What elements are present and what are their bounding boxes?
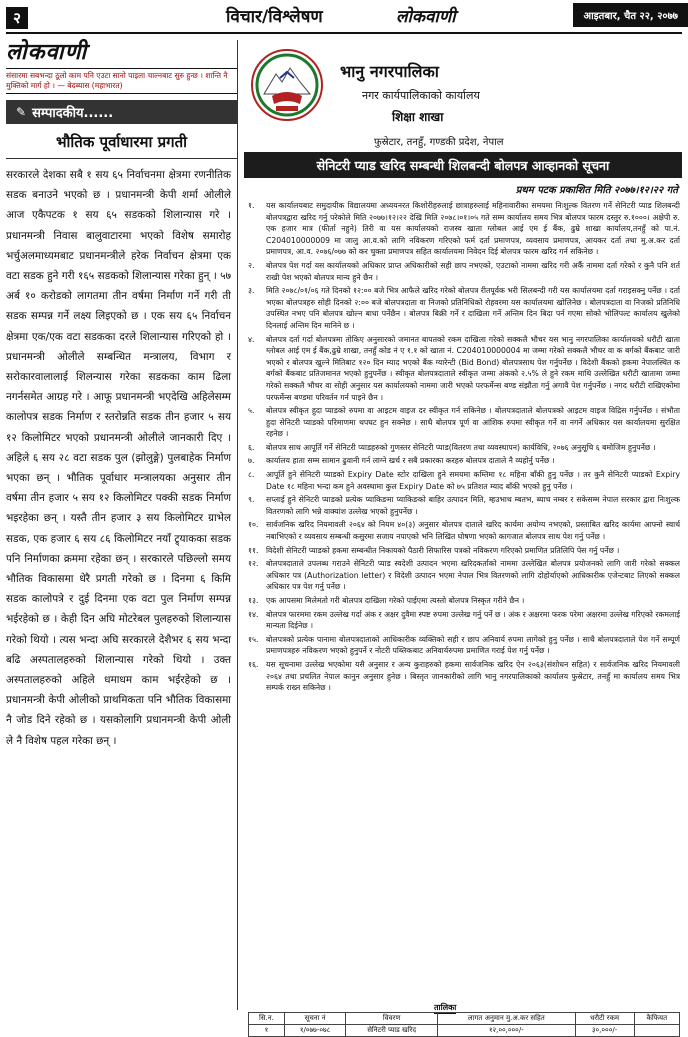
notice-item-number: १५. xyxy=(248,634,259,644)
notice-items xyxy=(248,200,680,696)
header-paper-name: लोकवाणी xyxy=(396,7,456,27)
notice-item-text: एक आपसमा मिलेमतो गरी बोलपत्र दाखिला गरेको पाईएमा त्यस्तो बोलपत्र निस्कृत गरीने छैन । xyxy=(266,596,525,605)
table-body xyxy=(249,1025,680,1037)
table-header-cell: सि.न. xyxy=(249,1013,285,1025)
notice-item xyxy=(248,405,680,440)
notice-item xyxy=(248,334,680,404)
page-number: २ xyxy=(6,7,28,29)
notice-item-number: १२. xyxy=(248,559,259,569)
pen-icon: ✎ xyxy=(16,105,27,119)
table-cell: १/०७७-०७८ xyxy=(284,1025,345,1037)
notice-item-number: २. xyxy=(248,260,255,270)
branch-name: शिक्षा शाखा xyxy=(392,110,444,124)
notice-item-text: यस सूचनामा उल्लेख भएकोमा यसै अनुसार र अन्य कुराहरुको हकमा सार्वजनिक खरिद ऐन २०६३(संशोधन सहित) र सार्वजनिक खरिद नियमावली २०६४ तथा प्रचलित नेपाल कानुन अनुसार हुनेछ । बिस्तृत जानकारीको लागि भानु नगरपालिकाको कार्यालय फुस्रेटार, तनहुँ मा कार्यालय समय भित्र सम्पर्क राख्न सकिनेछ । xyxy=(266,659,680,693)
notice-item-text: सप्लाई हुने सेनिटरी प्याडको प्रत्येक प्याकिङमा प्याकिङको बाहिर उत्पादन मिति, म्हउभाथ म्बतभ, ब्याच नम्बर र सकेसम्म नेपाल सरकार द्वारा निःशुल्क वितरणको लागि भन्ने वाक्यांश उल्लेख भएको हुनुपर्नेछ । xyxy=(266,495,680,516)
notice-item-number: ८. xyxy=(248,470,255,480)
table-cell xyxy=(634,1025,679,1037)
notice-item xyxy=(248,469,680,492)
notice-item xyxy=(248,285,680,331)
notice-item-text: बोलपत्र पेश गर्दा यस कार्यालयको अधिकार प्राप्त अधिकारीको सही छाप नभएको, एउटाको नाममा खरिद गरी अर्कै नाममा दर्ता गरेको र कुनै पनि शर्त राखी पेश भएको बोलपत्र मान्य हुने छैन । xyxy=(266,260,680,282)
table-header-cell: कैफियत xyxy=(634,1013,679,1025)
editorial-column xyxy=(6,40,238,1010)
nepal-emblem-icon xyxy=(250,48,324,122)
notice-item-number: ३. xyxy=(248,286,255,296)
editorial-band xyxy=(6,100,237,124)
notice-item-text: कार्यालय हाता सम्म सामान ढुवानी गर्न लाग्ने खर्च र सबै प्रकारका करहरु बोलपत्र दाताले नै व्यहोर्नु पर्नेछ । xyxy=(266,456,555,466)
table-header-cell: लागत अनुमान मु.अ.कर सहित xyxy=(438,1013,575,1025)
editorial-body: सरकारले देशका सबै १ सय ६५ निर्वाचनमा क्षेत्रमा रणनीतिक सडक बनाउने भएको छ । प्रधानमन्त्री केपी शर्मा ओलीले आज एकैपटक १ सय ६५ सडकको शिलान्यास गरे । प्रधानमन्त्री निवास बालुवाटारमा भएको विशेष समारोह भर्चुअलमाध्यमबाट प्रधानमन्त्रीले हरेक निर्वाचन क्षेत्रमा एक वटा सडक हुने गरी १६५ सडकको शिलान्यास गरेका हुन् । ५७ अर्ब १० करोडको लागतमा तीन वर्षमा निर्माण गर्ने गरी ती सडक सम्पन्न गर्ने लक्ष्य लिइएको छ । एक सय ६५ निर्वाचन क्षेत्रमा एक/एक वटा सडकका दरले शिलान्यास गरिएको हो । प्रधानमन्त्री ओलीले सम्बन्धित मन्त्रालय, विभाग र सरोकारवालालाई शिलन्यास गरेका सडकका काम ढिला नगर्नसमेत आग्रह गरे । आफू प्रधानमन्त्री भएदेखि अहिलेसम्म कालोपत्र सडक निर्माण र स्तरोन्नति सडक तीन हजार ५ सय १२ किलोमिटर भएको प्रधानमन्त्री ओलीले जानकारी दिए । अहिले ६ सय २८ वटा सडक पुल (झोलुङ्गे) पुलबाहेक निर्माण भएका छन् । भौतिक पूर्वाधार मन्त्रालयका अनुसार तीन वर्षमा तीन हजार ५ सय १२ किलोमिटर पक्की सडक निर्माण भइरहेका छन् । यस्तै तीन हजार ३ सय किलोमिटर ग्राभेल सडक, एक हजार ६ सय ८६ किलोमिटर नयाँ ट्र्याकका सडक पनि निर्माणका क्रममा रहेका छन् । सरकारले पछिल्लो समय भौतिक विकासमा धेरै प्रगती गरेको छ । दिनमा ६ किमि सडक कालोपत्रे र दुई दिनमा एक वटा पुल निर्माण सम्पन्न भईरहेको छ । केही दिन अघि मोटरेबल पुलहरुको शिलान्यास गरेको थियो । त्यस भन्दा अघि सरकारले देशैभर ६ सय भन्दा बढि अस्पतालहरुको शिलान्यास गरेको थियो । उक्त अस्पतालहरुको अहिले धमाधम काम भईरहेको छ । प्रधानमन्त्री केपी ओलीको प्राथमिकता पनि भौतिक विकासमा नै जोड दिने रहेको छ । यसकोलागि प्रधानमन्त्री केपी ओली ले नै विशेष पहल गरेका छन् । xyxy=(6,169,231,747)
notice-item-text: बोलपत्र दर्ता गर्दा बोलपत्रमा तोकिए अनुसारको जमानत बापतको रकम दाखिला गरेको सक्कलै भौचर यस भानु नगरपालिका कार्यालयको धरौटी खाता ग्लोबल आई एम ई बैंक,ढुम्रे शाखा, तनहुँ कोड नं ए १.१ को खाता नं. C204010000004 मा जम्मा गरेको सक्कलै भौचर वा क बर्गको बैंकबाट जारी भएको र बोलपत्र खुल्ने मितिबाट १२० दिन म्याद भएको बैंक ग्यारेन्टी (Bid Bond) बोलपत्रसाथ पेश गर्नुपर्नेछ । विदेशी बैंकको हकमा नेपालस्थित क बर्गको बैंकबाट प्रतिजमानत भएको हुनुपर्नेछ । स्वीकृत बोलपत्रदाताले स्वीकृत जम्मा अंकको २.५% ले हुने रकम माथि उल्लेखित धरौटी खातामा जम्मा गरेको सक्कलै भौचर वा सोही अनुसार यस कार्यालयको नाममा जारी भएको परफर्मेन्स बण्ड संझौता गर्नु अगावै पेश गर्नुपर्नेछ । नगद धरौटी राखिएकोमा परफर्मेन्स बण्डमा परिवर्तन गर्न पाइने छैन । xyxy=(266,334,680,402)
notice-item xyxy=(248,545,680,557)
notice-item-text: मिति २०७८/०१/०६ गते दिनको १२:०० बजे भित्र आफैले खरिद गरेको बोलपत्र रीतपूर्वक भरी सिलबन्दी गरी यस कार्यालयमा दर्ता गराइसक्नु पर्नेछ । दर्ता भएका बोलपत्रहरु सोही दिनको २:०० बजे बोलपत्रदाता वा निजको प्रतिनिधिको रोहवरमा यस कार्यालयमा खोलिनेछ । बोलपत्रदाता वा निजको प्रतिनिधि उपस्थित नभए पनि बोलपत्र खोल्न बाधा पर्नेछैन । बोलपत्र बिक्री गर्ने र दाखिला गर्ने अन्तिम दिन बिदा पर्न गएमा सोको भोलिपल्ट कार्यालय खुलेको दिनलाई अन्तिम दिन मानिने छ । xyxy=(266,286,680,330)
table-header-row xyxy=(249,1013,680,1025)
notice-item-text: सार्वजनिक खरिद नियमावली २०६४ को नियम ४०(३) अनुसार बोलपत्र दाताले खरिद कार्यमा अयोग्य नभएको, प्रस्ताबित खरिद कार्यमा आफ्नो स्वार्थ नबाभिएको र व्यवसाय सम्बन्धी कसुरमा सजाय नपाएको भनि लिखित घोषणा भएको कागजात बोलपत्र साथ पेश गर्नु पर्नेछ । xyxy=(266,520,680,542)
office-name: नगर कार्यपालिकाको कार्यालय xyxy=(362,89,480,102)
notice-item-text: आपूर्ति हुने सेनिटरी प्याडको Expiry Date स्टोर दाखिला हुने समयमा कम्तिमा १८ महिना बाँकी हुनु पर्नेछ । तर कुनै सेनिटरी प्याडको Expiry Date १८ महिना भन्दा कम हुने अवस्थामा कुल Expiry Date को ७५ प्रतिशत म्याद बाँकी भएको हुनु पर्नेछ । xyxy=(266,470,680,491)
editorial-title: भौतिक पूर्वाधारमा प्रगती xyxy=(6,132,237,159)
notice-item xyxy=(248,455,680,467)
table-title: तालिका xyxy=(434,1003,457,1012)
notice-item-number: ६. xyxy=(248,442,255,452)
notice-item xyxy=(248,260,680,283)
notice-item-text: बोलपत्र स्वीकृत हुदा प्याडको रुपमा वा आइटम वाइज दर स्वीकृत गर्न सकिनेछ । बोलपत्रदाताले बोलपत्रको आइटम वाइज विद्रिस गर्नुपर्नेछ । संभौता हुदा सेनिटरी प्याडको परिमाणमा थपघट हुन सक्नेछ । साथै बोलपत्र पूर्ण वा आंशिक रुपमा स्वीकृत गर्ने वा नगर्ने अधिकार यस कार्यालयमा सुरक्षित रहनेछ । xyxy=(266,406,680,439)
notice-item xyxy=(248,494,680,517)
notice-item-number: १. xyxy=(248,201,255,210)
notice-item xyxy=(248,609,680,632)
table-cell: १२,००,०००/- xyxy=(438,1025,575,1037)
table-row xyxy=(249,1025,680,1037)
notice-item xyxy=(248,442,680,454)
notice-item-number: ५. xyxy=(248,406,255,416)
section-title: विचार/विश्लेषण xyxy=(226,7,323,27)
notice-item xyxy=(248,659,680,694)
notice-item-number: १०. xyxy=(248,520,259,530)
notice-item xyxy=(248,200,680,258)
notice-item-number: १४. xyxy=(248,609,259,619)
notice-item-number: ९. xyxy=(248,495,255,505)
notice-item-number: ७. xyxy=(248,456,255,466)
org-name: भानु नगरपालिका xyxy=(340,62,439,81)
notice-item-text: बोलपत्र फारममा रकम उल्लेख गर्दा अंक र अक्षर दुवैमा स्पष्ट रुपमा उल्लेख गर्नु पर्ने छ । अंक र अक्षरमा फरक परेमा अक्षरमा उल्लेख गरिएको रकमलाई मान्यता दिईनेछ । xyxy=(266,609,680,631)
notice-item-text: बोलपत्रदाताले उपलब्ध गराउने सेनिटरी प्याड स्वदेशी उत्पादन भएमा खरिदकर्ताको नाममा उल्लेखित बोलपत्र प्रयोजनको लागि जारी गरेको सक्कल अधिकार पत्र (Authorization letter) र विदेशी उत्पादन भएमा नेपाल भित्र वितरणको लागि दोहोर्याएको आधिकारीक एजेन्टबाट लिएको सक्कल अधिकार पत्र पेश गर्नु पर्नेछ । xyxy=(266,559,680,592)
notice-item xyxy=(248,558,680,593)
org-address: फुस्रेटार, तनहुँ, गण्डकी प्रदेश, नेपाल xyxy=(374,137,504,148)
table-header-cell: सूचना नं xyxy=(284,1013,345,1025)
notice-title: सेनिटरी प्याड खरिद सम्बन्धी शिलबन्दी बोलपत्र आव्हानको सूचना xyxy=(244,152,682,178)
first-published-date: प्रथम पटक प्रकाशित मिति २०७७।१२।२२ गते xyxy=(515,185,678,196)
table-header-cell: धरौटी रकम xyxy=(575,1013,634,1025)
notice-item-text: बोलपत्र साथ आपूर्ति गर्ने सेनिटरी प्याडहरुको गुणस्तर सेनिटरी प्याड(वितरण तथा व्यवस्थापन) कार्यविधि, २०७६ अनुसूचि ६ बमोजिम हुनुपर्नेछ । xyxy=(266,442,656,452)
notice-item xyxy=(248,595,680,607)
notice-item-number: ४. xyxy=(248,334,255,344)
editorial-band-label: सम्पादकीय...... xyxy=(32,106,114,121)
notice-item xyxy=(248,634,680,657)
table-header-cell: विवरण xyxy=(346,1013,438,1025)
table-cell: ३०,०००/- xyxy=(575,1025,634,1037)
notice-item-number: १३. xyxy=(248,596,259,605)
table-cell: सेनिटरी प्याड खरिद xyxy=(346,1025,438,1037)
notice-item-number: १६. xyxy=(248,659,259,669)
notice-item-number: ११. xyxy=(248,545,259,555)
notice-item-text: यस कार्यालयबाट समुदायीक विद्यालयमा अध्ययनरत किशोरीहरुलाई छात्राहरुलाई महिनावारीका समयमा निःशुल्क वितरण गर्ने सेनिटरी प्याड शिलबन्दी बोलपत्रद्वारा खरिद गर्नु परेकोले मिति २०७७।१२।२२ देखि मिति २०७८।०१।०५ गते सम्म कार्यालय समय भित्र बोलपत्र फारम दस्तुर रु.१०००। अक्षेपी रु. एक हजार मात्र (फीर्ता नहुने) तिरी वा यस कार्यालयको राजस्व खाता ग्लोबल आई एम ई बैंक, ढुम्रे शाखा कार्यालय,तनहुँ को पा.नं. C204010000009 मा जालु आ.व.को लागि नविकरण गरिएको फर्म दर्ता प्रमाणपत्र, व्यवसाय प्रमाणपत्र, आयकर दर्ता तथा मु.अ.कर दर्ता प्रमाणपत्र, आ.व. २०७६/०७७ को कर चुक्ता प्रमाणपत्र सहित कार्यालयमा निवेदन दिई बोलपत्र फारम खरिद गर्न सकिनेछ । xyxy=(266,201,680,257)
paper-logo: लोकवाणी xyxy=(6,40,88,65)
notice-item-text: विदेशी सेनिटरी प्याडको हकमा सम्बन्धीत निकायको पैठारी सिफारिस पत्रको नविकरण गरिएको प्रमाणित प्रतिलिपि पेस गर्नु पर्नेछ । xyxy=(266,545,620,555)
tender-table xyxy=(248,1012,680,1037)
issue-date: आइतबार, चैत २२, २०७७ xyxy=(573,3,688,27)
notice-item xyxy=(248,519,680,542)
notice-item-text: बोलपत्रको प्रत्येक पानामा बोलपत्रदाताको आधिकारीक व्यक्तिको सही र छाप अनिवार्य रुपमा लागेको हुनु पर्नेछ । साथै बोलपत्रदाताले पेश गर्ने सम्पूर्ण प्रमाणपत्रहरु नविकरण भएको हुनुपर्ने र नोटरी पब्लिकबाट अनिवार्यरुपमा प्रमाणित गराई पेश गर्नु पर्नेछ । xyxy=(266,634,680,656)
paper-motto: संसारमा सबभन्दा ठूलो काम पनि एउटा सानो पाइला चाल्नबाट सुरु हुन्छ । शान्ति नै मुक्तिको मार्ग हो । — बेदब्यास (महाभारत) xyxy=(6,68,237,94)
table-cell: १ xyxy=(249,1025,285,1037)
